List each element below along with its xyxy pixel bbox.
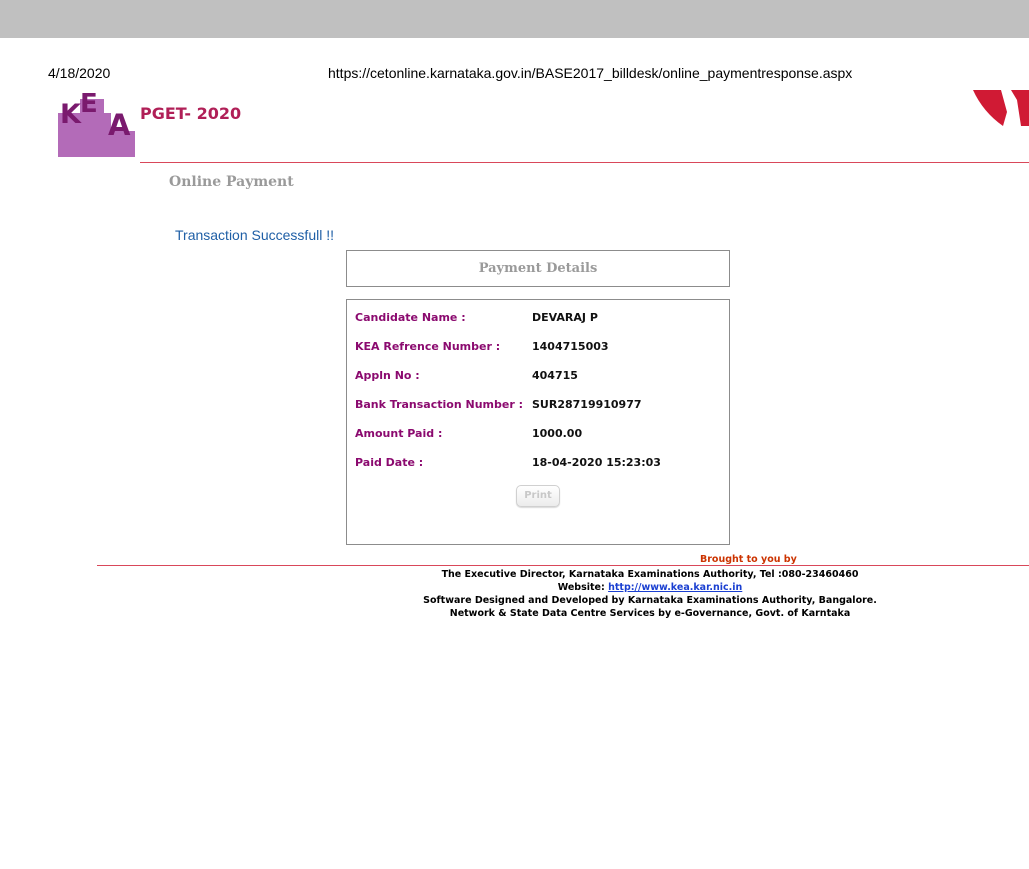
logo-letter-k: K: [60, 99, 81, 130]
detail-value: SUR28719910977: [532, 398, 642, 411]
footer-divider: [97, 565, 1029, 566]
footer-network-line: Network & State Data Centre Services by e-Governance, Govt. of Karntaka: [449, 608, 851, 619]
website-link[interactable]: http://www.kea.kar.nic.in: [608, 582, 743, 593]
footer-website-label: Website:: [557, 582, 605, 593]
print-button[interactable]: Print: [516, 485, 560, 507]
detail-value: 1404715003: [532, 340, 609, 353]
detail-value: DEVARAJ P: [532, 311, 598, 324]
logo-letter-e: E: [80, 89, 98, 119]
detail-label: Bank Transaction Number :: [355, 398, 523, 411]
transaction-status-message: Transaction Successfull !!: [175, 227, 334, 243]
detail-label: Paid Date :: [355, 456, 424, 469]
footer: [400, 568, 900, 620]
footer-contact-line: The Executive Director, Karnataka Examinations Authority, Tel :080-23460460: [441, 569, 859, 580]
kea-logo: [58, 89, 135, 157]
detail-label: Amount Paid :: [355, 427, 443, 440]
detail-label: Appln No :: [355, 369, 420, 382]
brought-to-you-by: Brought to you by: [700, 554, 797, 565]
detail-label: Candidate Name :: [355, 311, 466, 324]
section-title: Online Payment: [169, 174, 294, 190]
footer-developer-line: Software Designed and Developed by Karnataka Examinations Authority, Bangalore.: [423, 595, 877, 606]
print-url: https://cetonline.karnataka.gov.in/BASE2017_billdesk/online_paymentresponse.aspx: [328, 65, 853, 81]
footer-website-line: [400, 581, 900, 594]
detail-value: 18-04-2020 15:23:03: [532, 456, 661, 469]
print-date: 4/18/2020: [48, 65, 111, 81]
red-corner-graphic: [973, 90, 1029, 126]
browser-top-bar: [0, 0, 1029, 38]
detail-label: KEA Refrence Number :: [355, 340, 501, 353]
header-divider: [140, 162, 1029, 163]
detail-value: 1000.00: [532, 427, 583, 440]
logo-letter-a: A: [108, 108, 131, 142]
detail-value: 404715: [532, 369, 578, 382]
payment-details-heading: Payment Details: [346, 250, 730, 287]
exam-title: PGET- 2020: [140, 104, 242, 123]
payment-details-panel: [346, 299, 730, 545]
